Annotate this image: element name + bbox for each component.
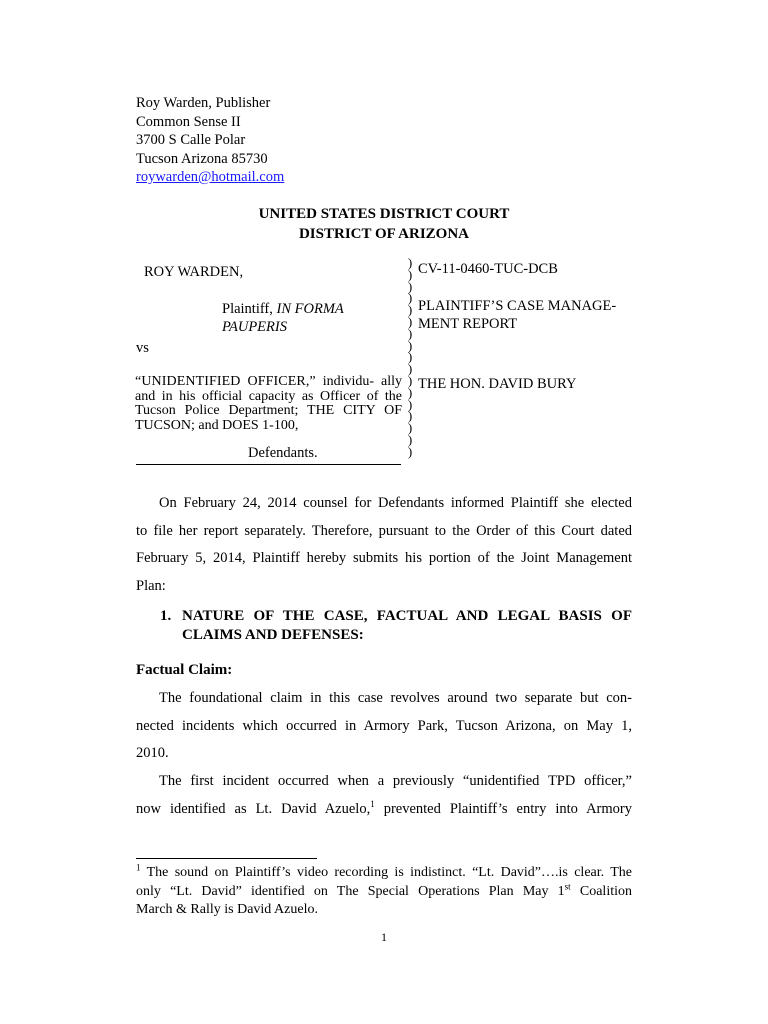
paren: )	[407, 372, 413, 388]
factual-claim-paragraph-1	[136, 685, 632, 768]
paren: )	[407, 431, 413, 447]
intro-line: to file her report separately. Therefore, pursuant to the Order of this Court dated	[136, 522, 632, 539]
plaintiff-role-ifp: IN FORMA	[276, 301, 344, 317]
footnote-text: The sound on Plaintiff’s video recording is indistinct. “Lt. David”….is clear. The	[140, 865, 632, 880]
defendants-description: ally and in his official capacity as Officer of the Tucson Police Department; THE CITY OF TUCSON; and DOES 1-100,	[135, 374, 403, 433]
section-heading-line2: CLAIMS AND DEFENSES:	[182, 627, 364, 643]
paren: )	[407, 255, 413, 270]
paren: )	[407, 349, 413, 365]
sender-address-block	[136, 94, 284, 187]
footnote-line	[136, 864, 632, 883]
paragraph-line: The first incident occurred when a previously “unidentified TPD officer,”	[159, 773, 632, 789]
paragraph-line	[136, 796, 632, 824]
section-number: 1.	[160, 608, 172, 624]
court-name: UNITED STATES DISTRICT COURT	[258, 206, 510, 222]
case-number: CV-11-0460-TUC-DCB	[418, 261, 558, 277]
factual-claim-heading: Factual Claim:	[136, 662, 233, 678]
plaintiff-role	[222, 300, 344, 318]
footnote-text: only “Lt. David” identified on The Special Operations Plan May 1	[136, 883, 565, 899]
paragraph-line: nected incidents which occurred in Armory Park, Tucson Arizona, on May 1,	[136, 717, 632, 734]
paren: )	[407, 313, 413, 329]
footnote-marker: 1	[136, 862, 141, 873]
plaintiff-role-pauperis: PAUPERIS	[222, 319, 287, 335]
footnote-reference[interactable]: 1	[370, 798, 375, 809]
footnote-line	[136, 880, 632, 902]
paren: )	[407, 384, 413, 400]
sender-org: Common Sense II	[136, 113, 241, 130]
paren: )	[407, 420, 413, 436]
paragraph-line-part: prevented Plaintiff’s entry into Armory	[374, 800, 632, 817]
report-title-line2: MENT REPORT	[418, 316, 518, 332]
paren: )	[407, 266, 413, 282]
paren: )	[407, 361, 413, 377]
plaintiff-name: ROY WARDEN,	[144, 264, 244, 280]
plaintiff-role-line2	[222, 318, 287, 336]
footnote-line: March & Rally is David Azuelo.	[136, 902, 318, 917]
paragraph-line-part: now identified as Lt. David Azuelo,	[136, 800, 371, 817]
paren: )	[407, 302, 413, 318]
paren: )	[407, 290, 413, 306]
page-number: 1	[381, 930, 387, 944]
judge-name: THE HON. DAVID BURY	[418, 376, 577, 392]
report-title-line1: PLAINTIFF’S CASE MANAGE-	[418, 298, 617, 314]
caption-parentheses	[404, 257, 416, 458]
footnote	[136, 864, 632, 920]
paragraph-line: 2010.	[136, 745, 169, 761]
versus-label: vs	[136, 340, 149, 356]
paren: )	[407, 337, 413, 353]
intro-line: On February 24, 2014 counsel for Defendants informed Plaintiff she elected	[159, 495, 632, 511]
paragraph-line: The foundational claim in this case revolves around two separate but con-	[159, 690, 632, 706]
defendants-line1-rest: individu-	[315, 374, 375, 389]
footnote-superscript: st	[564, 880, 571, 891]
sender-name: Roy Warden, Publisher	[136, 95, 271, 111]
defendants-label: Defendants.	[248, 445, 318, 461]
paren: )	[407, 443, 413, 459]
paren: )	[407, 408, 413, 424]
paren: )	[407, 325, 413, 341]
sender-city: Tucson Arizona 85730	[136, 150, 268, 167]
footnote-separator	[136, 858, 317, 859]
section-heading-line1: NATURE OF THE CASE, FACTUAL AND LEGAL BASIS OF	[182, 608, 632, 624]
factual-claim-paragraph-2	[136, 768, 632, 823]
court-district: DISTRICT OF ARIZONA	[298, 226, 470, 242]
intro-line: February 5, 2014, Plaintiff hereby submits his portion of the Joint Management	[136, 550, 632, 566]
intro-line: Plan:	[136, 577, 166, 594]
intro-paragraph	[136, 490, 632, 600]
caption-underline	[136, 464, 401, 465]
defendants-block	[135, 375, 402, 433]
paren: )	[407, 278, 413, 294]
paren: )	[407, 396, 413, 412]
sender-street: 3700 S Calle Polar	[136, 132, 246, 148]
plaintiff-role-text: Plaintiff,	[222, 301, 277, 317]
footnote-text: Coalition	[570, 883, 632, 899]
sender-email-link[interactable]: roywarden@hotmail.com	[136, 169, 285, 185]
defendants-officer: “UNIDENTIFIED OFFICER,”	[135, 374, 316, 389]
